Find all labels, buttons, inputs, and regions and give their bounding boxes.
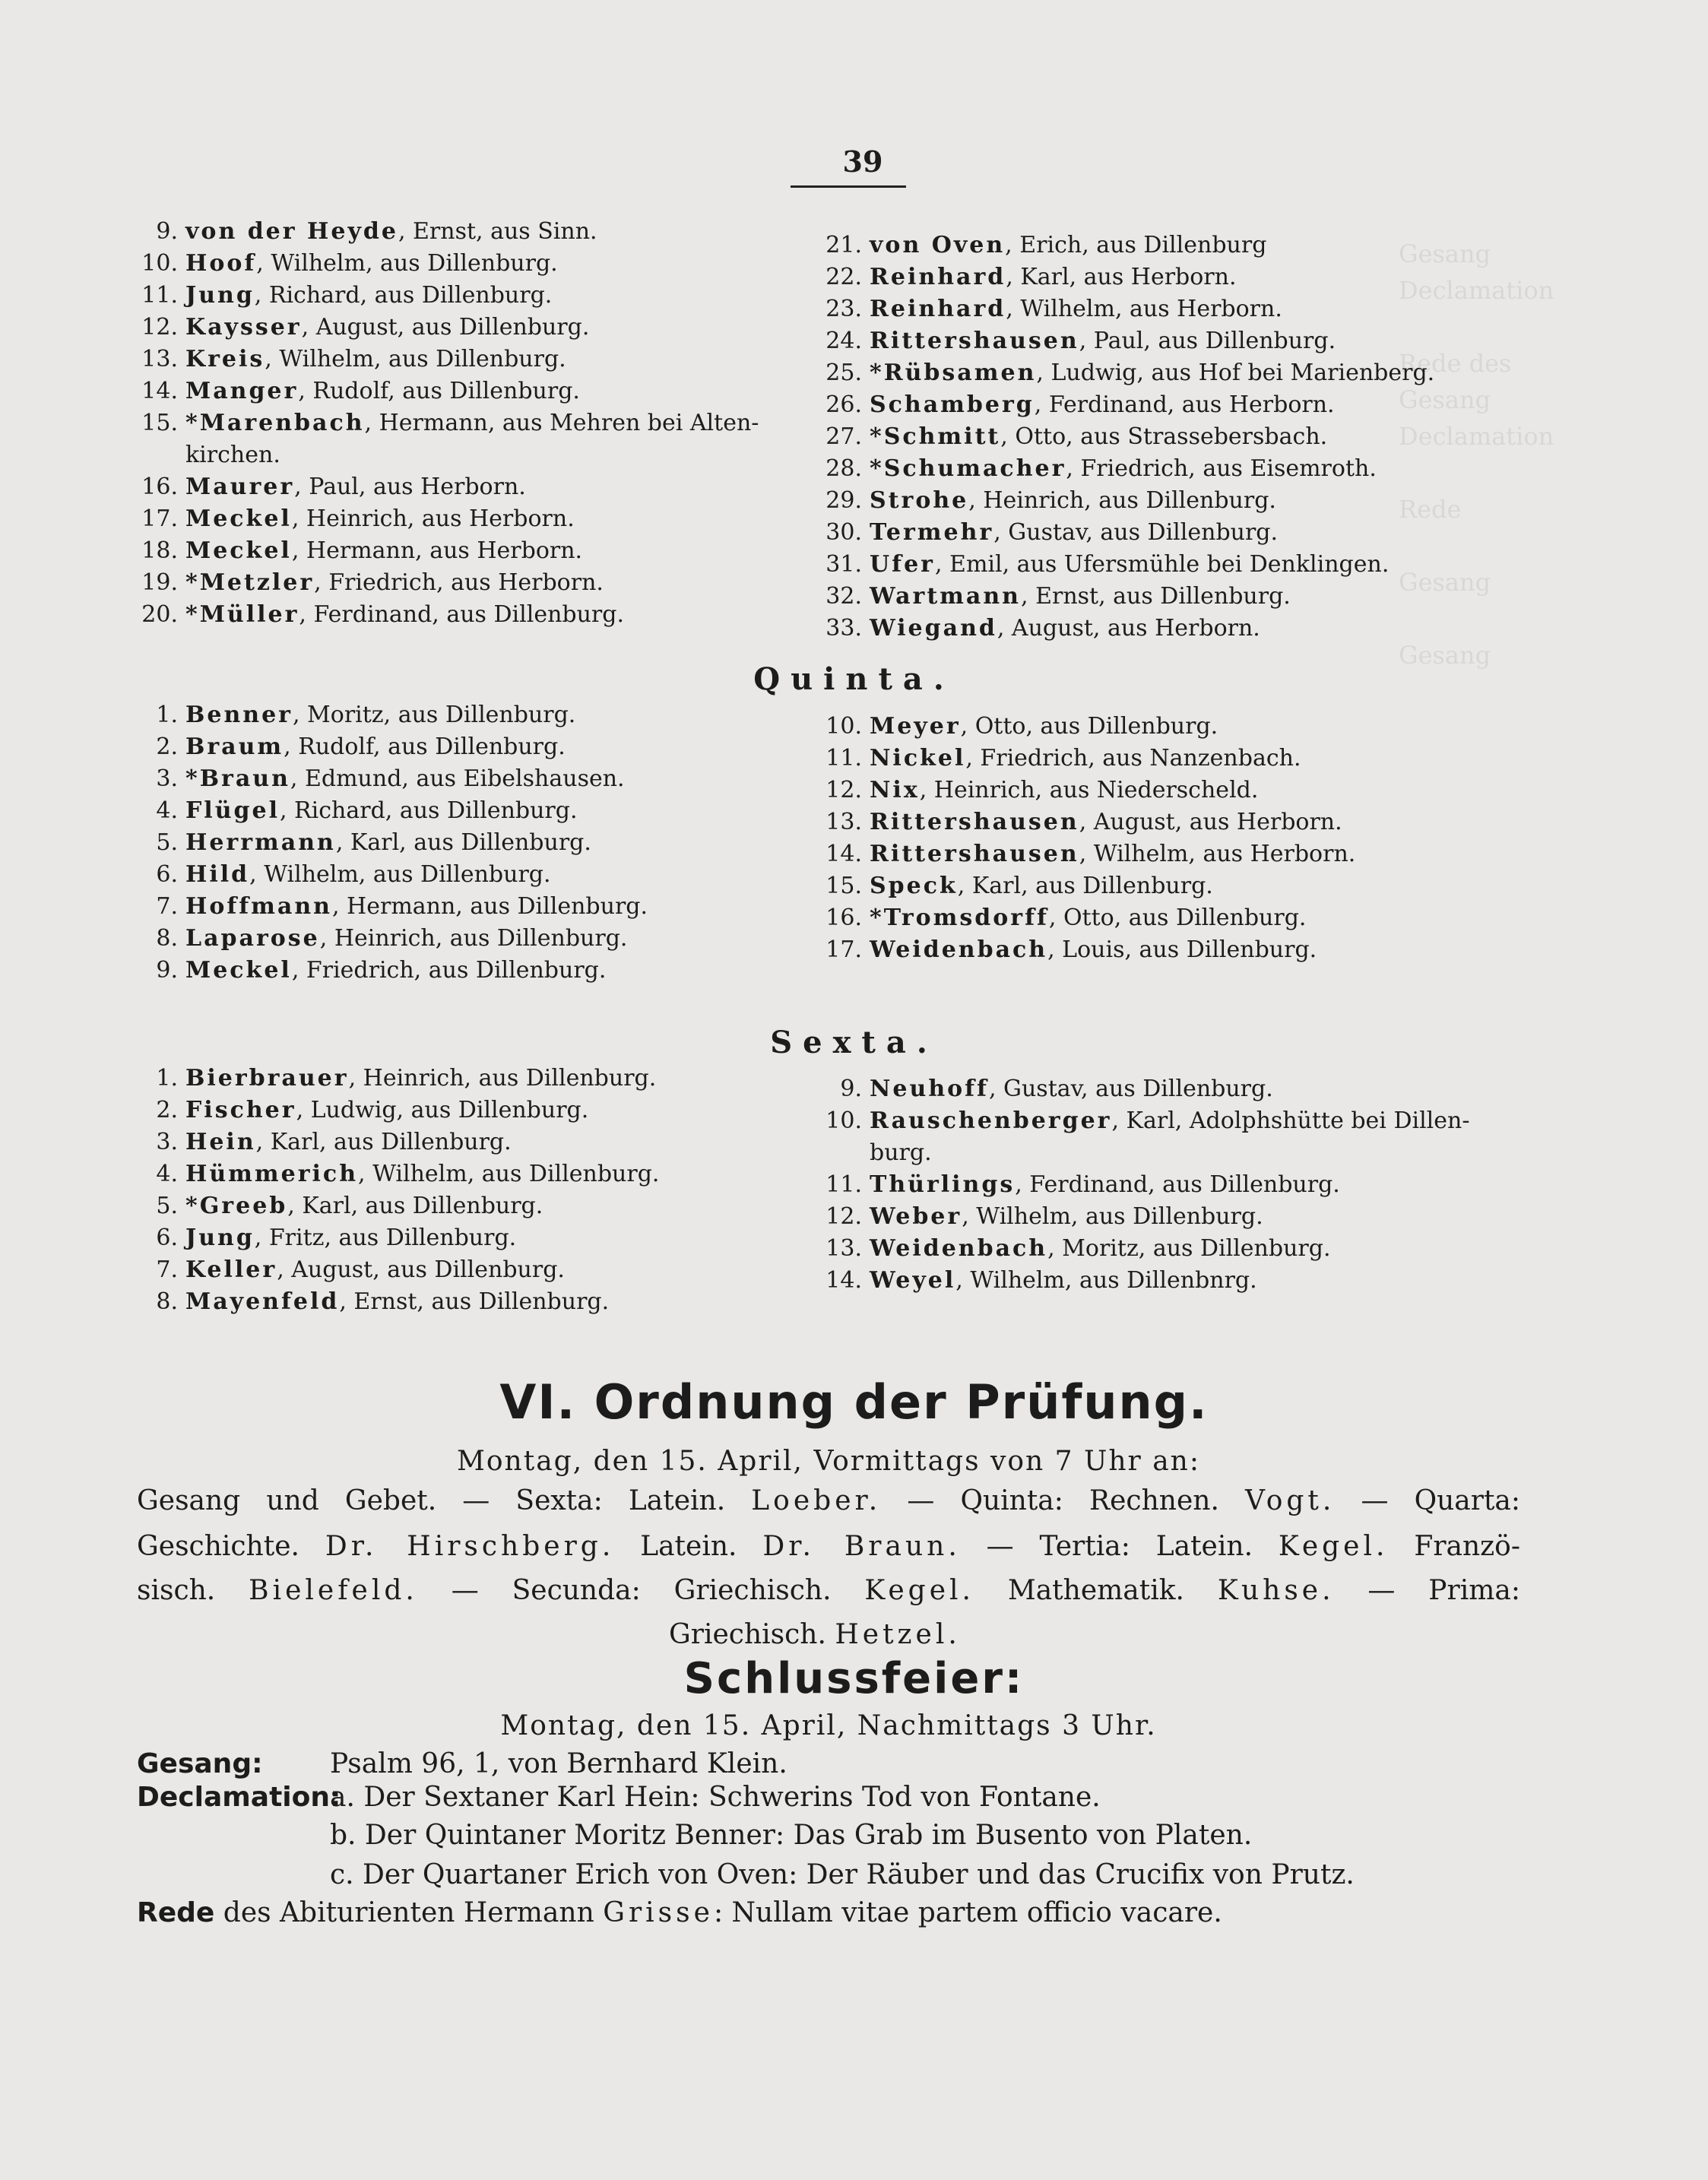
final-declamation-c: c. Der Quartaner Erich von Oven: Der Räuber und das Crucifix von Prutz. <box>330 1859 1355 1890</box>
list-item: 28. *Schumacher, Friedrich, aus Eisemroth. <box>825 455 1377 482</box>
list-item: 10. Rauschenberger, Karl, Adolphshütte bei Dillen- burg. <box>825 1107 1470 1166</box>
list-item: 9. von der Heyde, Ernst, aus Sinn. <box>156 218 597 245</box>
list-item: 33. Wiegand, August, aus Herborn. <box>825 615 1260 642</box>
list-item: 18. Meckel, Hermann, aus Herborn. <box>141 537 583 564</box>
list-item: 13. Rittershausen, August, aus Herborn. <box>825 809 1342 835</box>
list-item: 12. Kaysser, August, aus Dillenburg. <box>141 314 590 341</box>
exam-line-4: Griechisch. Hetzel. <box>669 1619 961 1650</box>
list-item: 32. Wartmann, Ernst, aus Dillenburg. <box>825 583 1291 610</box>
list-item: 11. Jung, Richard, aus Dillenburg. <box>141 282 553 309</box>
list-item: 16. *Tromsdorff, Otto, aus Dillenburg. <box>825 905 1307 931</box>
page-number-rule <box>791 185 906 188</box>
list-item: 15. Speck, Karl, aus Dillenburg. <box>825 873 1213 899</box>
list-item: 3. *Braun, Edmund, aus Eibelshausen. <box>156 765 625 792</box>
list-item: 15. *Marenbach, Hermann, aus Mehren bei Alten- kirchen. <box>141 410 759 468</box>
quinta-list-left <box>129 699 648 987</box>
quinta-list-right <box>813 711 1355 966</box>
list-item: 26. Schamberg, Ferdinand, aus Herborn. <box>825 391 1335 418</box>
bleed-through: Gesang Declamation Rede des Gesang Declamation Rede Gesang Gesang <box>1399 239 1554 670</box>
sexta-list-right <box>813 1073 1470 1297</box>
final-heading: Schlussfeier: <box>683 1654 1025 1703</box>
final-date-line: Montag, den 15. April, Nachmittags 3 Uhr. <box>500 1710 1157 1741</box>
list-item: 23. Reinhard, Wilhelm, aus Herborn. <box>825 296 1282 322</box>
list-item: 27. *Schmitt, Otto, aus Strassebersbach. <box>825 423 1328 450</box>
list-item: 9. Neuhoff, Gustav, aus Dillenburg. <box>840 1076 1273 1102</box>
list-item: 17. Meckel, Heinrich, aus Herborn. <box>141 505 575 532</box>
sexta-list-left <box>129 1063 659 1318</box>
list-item: 10. Hoof, Wilhelm, aus Dillenburg. <box>141 250 558 277</box>
list-item: 4. Hümmerich, Wilhelm, aus Dillenburg. <box>156 1161 660 1187</box>
list-item: 13. Kreis, Wilhelm, aus Dillenburg. <box>141 346 566 372</box>
final-declamation-a: Declamation:a. Der Sextaner Karl Hein: Schwerins Tod von Fontane. <box>137 1780 1520 1815</box>
sexta-title: Sexta. <box>770 1025 938 1060</box>
list-item: 17. Weidenbach, Louis, aus Dillenburg. <box>825 936 1317 963</box>
list-item: 6. Jung, Fritz, aus Dillenburg. <box>156 1225 517 1251</box>
list-item: 7. Keller, August, aus Dillenburg. <box>156 1256 565 1283</box>
list-item: 4. Flügel, Richard, aus Dillenburg. <box>156 797 578 824</box>
exam-line-3: sisch. Bielefeld. — Secunda: Griechisch. Kegel. Mathematik. Kuhse. — Prima: <box>137 1575 1520 1606</box>
page-number: 39 <box>842 144 883 179</box>
list-item: 8. Mayenfeld, Ernst, aus Dillenburg. <box>156 1288 610 1315</box>
list-item: 2. Fischer, Ludwig, aus Dillenburg. <box>156 1097 589 1123</box>
list-item: 11. Nickel, Friedrich, aus Nanzenbach. <box>825 745 1301 772</box>
list-item: 25. *Rübsamen, Ludwig, aus Hof bei Marienberg. <box>825 360 1435 386</box>
list-top-right <box>813 230 1434 645</box>
final-rede-line: Rede des Abiturienten Hermann Grisse: Nullam vitae partem officio vacare. <box>137 1897 1222 1928</box>
list-item: 8. Laparose, Heinrich, aus Dillenburg. <box>156 925 628 952</box>
list-item: 19. *Metzler, Friedrich, aus Herborn. <box>141 569 604 596</box>
list-item: 1. Benner, Moritz, aus Dillenburg. <box>156 702 576 728</box>
exam-heading: VI. Ordnung der Prüfung. <box>499 1374 1209 1430</box>
final-gesang-line: Gesang: Psalm 96, 1, von Bernhard Klein. <box>137 1747 1520 1782</box>
list-item: 14. Manger, Rudolf, aus Dillenburg. <box>141 378 580 404</box>
list-item: 22. Reinhard, Karl, aus Herborn. <box>825 264 1237 290</box>
quinta-title: Quinta. <box>753 661 955 697</box>
gesang-label: Gesang: <box>137 1748 263 1779</box>
list-item: 14. Rittershausen, Wilhelm, aus Herborn. <box>825 841 1356 867</box>
final-declamation-b: b. Der Quintaner Moritz Benner: Das Grab im Busento von Platen. <box>330 1820 1253 1851</box>
list-item: 20. *Müller, Ferdinand, aus Dillenburg. <box>141 601 625 628</box>
list-item: 16. Maurer, Paul, aus Herborn. <box>141 474 526 500</box>
list-item: 29. Strohe, Heinrich, aus Dillenburg. <box>825 487 1276 514</box>
exam-line-2: Geschichte. Dr. Hirschberg. Latein. Dr. Braun. — Tertia: Latein. Kegel. Franzö- <box>137 1531 1520 1562</box>
exam-line-1: Gesang und Gebet. — Sexta: Latein. Loeber. — Quinta: Rechnen. Vogt. — Quarta: <box>137 1485 1521 1516</box>
list-item: 10. Meyer, Otto, aus Dillenburg. <box>825 713 1218 740</box>
list-item: 30. Termehr, Gustav, aus Dillenburg. <box>825 519 1279 546</box>
rede-label: Rede <box>137 1897 215 1928</box>
list-item: 3. Hein, Karl, aus Dillenburg. <box>156 1129 512 1155</box>
declamation-label: Declamation: <box>137 1782 341 1813</box>
list-item: 11. Thürlings, Ferdinand, aus Dillenburg. <box>825 1171 1340 1198</box>
list-item: 24. Rittershausen, Paul, aus Dillenburg. <box>825 328 1336 354</box>
exam-date-line: Montag, den 15. April, Vormittags von 7 Uhr an: <box>457 1446 1200 1477</box>
list-item: 31. Ufer, Emil, aus Ufersmühle bei Denklingen. <box>825 551 1390 578</box>
list-item: 2. Braum, Rudolf, aus Dillenburg. <box>156 734 566 760</box>
list-item: 12. Weber, Wilhelm, aus Dillenburg. <box>825 1203 1263 1230</box>
list-item: 21. von Oven, Erich, aus Dillenburg <box>825 232 1267 258</box>
list-item: 14. Weyel, Wilhelm, aus Dillenbnrg. <box>825 1267 1257 1294</box>
list-item: 5. Herrmann, Karl, aus Dillenburg. <box>156 829 591 856</box>
list-item: 9. Meckel, Friedrich, aus Dillenburg. <box>156 957 607 984</box>
list-item: 13. Weidenbach, Moritz, aus Dillenburg. <box>825 1235 1331 1262</box>
list-item: 1. Bierbrauer, Heinrich, aus Dillenburg. <box>156 1065 657 1092</box>
list-item: 5. *Greeb, Karl, aus Dillenburg. <box>156 1193 543 1219</box>
list-item: 12. Nix, Heinrich, aus Niederscheld. <box>825 777 1259 803</box>
list-top-left <box>129 216 759 631</box>
list-item: 7. Hoffmann, Hermann, aus Dillenburg. <box>156 893 648 920</box>
list-item: 6. Hild, Wilhelm, aus Dillenburg. <box>156 861 551 888</box>
